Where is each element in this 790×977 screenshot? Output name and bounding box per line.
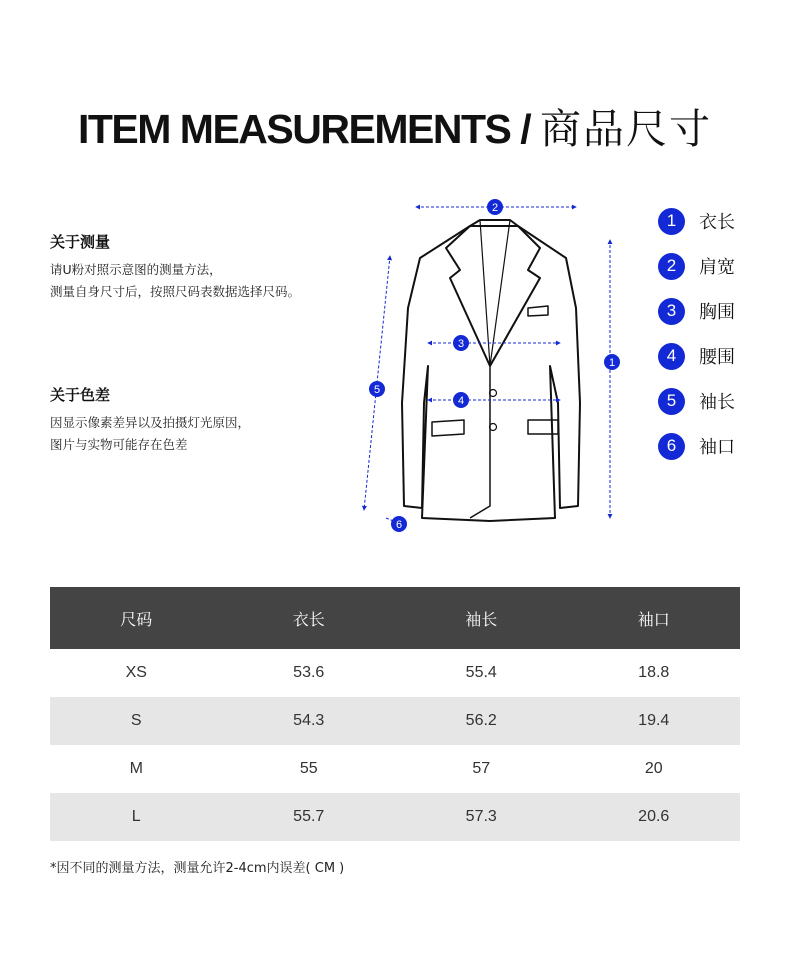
cell-cuff: 20: [644, 760, 663, 777]
legend-number-badge: 2: [658, 253, 685, 280]
legend-number-badge: 1: [658, 208, 685, 235]
legend-label: 衣长: [699, 212, 735, 233]
legend-item: [658, 433, 735, 459]
legend-label: 袖口: [699, 437, 735, 458]
cell-cuff: 18.8: [638, 664, 670, 681]
note-measure-line: 测量自身尺寸后，按照尺码表数据选择尺码。: [50, 284, 301, 299]
column-header-cuff: 袖口: [568, 587, 741, 649]
marker-4: [453, 392, 469, 408]
legend-item: [658, 388, 735, 414]
marker-4-label: 4: [457, 395, 465, 407]
table-row: [50, 697, 740, 745]
column-header-sleeve: 袖长: [395, 587, 568, 649]
note-color-line: 因显示像素差异以及拍摄灯光原因，: [50, 415, 251, 430]
table-header-row: [50, 587, 740, 649]
marker-3: [453, 335, 469, 351]
marker-6-label: 6: [395, 519, 403, 531]
cell-length: 55: [299, 760, 318, 777]
legend-item: [658, 298, 735, 324]
size-table: [50, 587, 740, 841]
column-header-length: 衣长: [223, 587, 396, 649]
legend-number-badge: 3: [658, 298, 685, 325]
legend-number-badge: 6: [658, 433, 685, 460]
marker-1-label: 1: [608, 357, 616, 369]
legend-item: [658, 253, 735, 279]
legend-item: [658, 343, 735, 369]
marker-2-label: 2: [491, 202, 499, 214]
cell-size: XS: [125, 664, 147, 681]
legend-label: 袖长: [699, 392, 735, 413]
note-color-body: [50, 412, 370, 456]
measurement-legend: [658, 208, 735, 478]
note-measure-line: 请U粉对照示意图的测量方法，: [50, 262, 222, 277]
legend-label: 腰围: [699, 347, 735, 368]
cell-length: 53.6: [293, 664, 325, 681]
legend-number-badge: 5: [658, 388, 685, 415]
legend-number-badge: 4: [658, 343, 685, 370]
note-color-heading: 关于色差: [50, 386, 111, 404]
note-measure-body: [50, 259, 370, 303]
cell-sleeve: 57: [472, 760, 491, 777]
cell-sleeve: 57.3: [395, 793, 568, 841]
table-row: [50, 649, 740, 697]
legend-label: 肩宽: [699, 257, 735, 278]
cell-size: S: [50, 697, 223, 745]
note-measure-heading: 关于测量: [50, 233, 111, 251]
legend-label: 胸围: [699, 302, 735, 323]
marker-2: [487, 199, 503, 215]
page-title: [0, 96, 790, 155]
cell-length: 55.7: [223, 793, 396, 841]
legend-item: [658, 208, 735, 234]
marker-3-label: 3: [457, 338, 465, 350]
footnote: *因不同的测量方法，测量允许2-4cm内误差( CM ): [50, 861, 345, 876]
cell-cuff: 20.6: [568, 793, 741, 841]
marker-6: [391, 516, 407, 532]
table-row: [50, 793, 740, 841]
cell-sleeve: 55.4: [465, 664, 497, 681]
cell-size: M: [129, 760, 143, 777]
cell-length: 54.3: [223, 697, 396, 745]
title-en: ITEM MEASUREMENTS /: [77, 106, 541, 152]
note-color-line: 图片与实物可能存在色差: [50, 437, 188, 452]
marker-5-label: 5: [373, 384, 381, 396]
marker-1: [604, 354, 620, 370]
marker-5: [369, 381, 385, 397]
title-cn: 商品尺寸: [540, 105, 713, 153]
jacket-diagram: [350, 188, 640, 548]
cell-sleeve: 56.2: [395, 697, 568, 745]
column-header-size: 尺码: [50, 587, 223, 649]
table-row: [50, 745, 740, 793]
cell-cuff: 19.4: [568, 697, 741, 745]
cell-size: L: [50, 793, 223, 841]
